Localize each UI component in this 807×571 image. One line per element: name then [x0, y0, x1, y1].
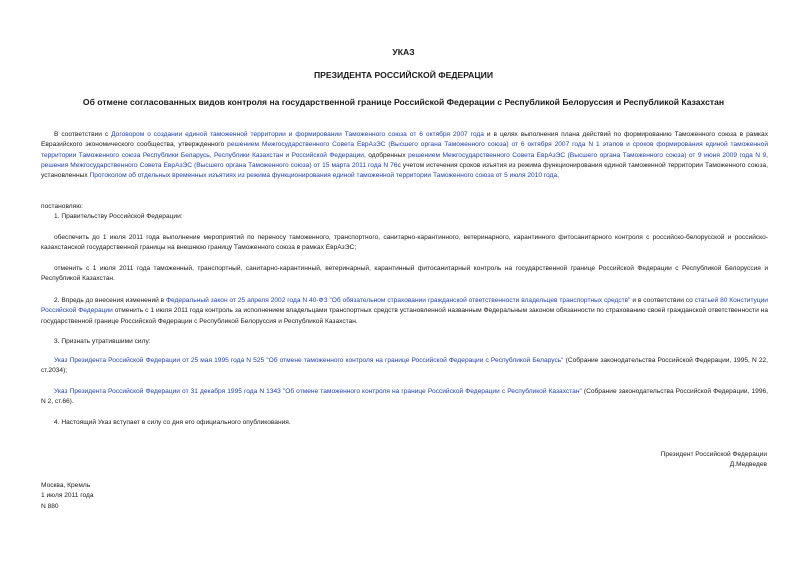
decree-1343-source: (Собрание законодательства Российской Федерации, 1996, N 2, ст.66). — [41, 388, 769, 406]
item-1-subparagraph-b: отменить с 1 июля 2011 года таможенный, транспортный, санитарно-карантинный, ветеринарный, карантинный фитосанитарный контроль на государственной границе Российской Федерации с Республикой Белоруссия и Республикой Казахстан. — [41, 265, 768, 283]
item-1-subparagraph-a: обеспечить до 1 июля 2011 года выполнение мероприятий по переносу таможенного, транспортного, санитарно-карантинного, ветеринарного, карантинного фитосанитарного контроля с российско-белорусской и российско-казахстанской государственной границы на внешнюю границу Таможенного союза в рамках ЕврАзЭС; — [41, 234, 768, 252]
preamble-text-6: , — [557, 172, 560, 180]
preamble-text-5: с учетом истечения сроков изъятия из режима функционирования единой таможенной территории Таможенного союза, установленных — [41, 161, 769, 180]
decision-2009-link[interactable]: решением Межгосударственного Совета ЕврАзЭС (Высшего органа Таможенного союза) от 9 июня 2009 года N 9 — [408, 151, 767, 159]
signing-date: 1 июля 2011 года — [41, 492, 94, 500]
preamble-text-2: и в целях выполнения плана действий по формированию Таможенного союза в рамках Евразийского экономического сообщества, утвержденного — [41, 131, 768, 149]
federal-law-link[interactable]: Федеральный закон от 25 апреля 2002 года N 40-ФЗ "Об обязательном страховании гражданской ответственности владельцев транспортных средств" — [166, 297, 631, 304]
item-2-text-2: и в соответствии со — [630, 297, 695, 304]
item-2-text-1: 2. Впредь до внесения изменений в — [54, 297, 167, 304]
decree-525-link[interactable]: Указ Президента Российской Федерации от 25 мая 1995 года N 525 "Об отмене таможенного контроля на границе Российской Федерации с Республикой Беларусь" — [54, 357, 564, 364]
item-2-text-3: отменить с 1 июля 2011 года контроль за исполнением владельцами транспортных средств установленной названным Федеральным законом обязанности по страхованию своей гражданской ответственности на государственной границе Российской Федерации с Республикой Белоруссия и Республикой Казахстан. — [41, 307, 768, 325]
item-3-heading: 3. Признать утратившими силу: — [54, 338, 151, 345]
decree-1343-link[interactable]: Указ Президента Российской Федерации от 31 декабря 1995 года N 1343 "Об отмене таможенного контроля на границе Российской Федерации с Республикой Казахстан" — [54, 388, 582, 395]
doc-type-title: УКАЗ — [392, 47, 415, 57]
item-3-subparagraph-a — [41, 356, 768, 377]
preamble — [41, 130, 768, 181]
signatory-position: Президент Российской Федерации — [660, 451, 767, 458]
preamble-text-1: В соответствии с — [54, 131, 112, 138]
doc-issuer: ПРЕЗИДЕНТА РОССИЙСКОЙ ФЕДЕРАЦИИ — [313, 70, 494, 80]
signature-block — [661, 450, 767, 471]
constitution-article-link[interactable]: статьей 80 Конституции Российской Федерации — [41, 297, 768, 315]
item-4: 4. Настоящий Указ вступает в силу со дня его официального опубликования. — [54, 419, 291, 426]
signatory-name: Д.Медведев — [729, 461, 767, 469]
doc-subject: Об отмене согласованных видов контроля на государственной границе Российской Федерации с Республикой Белоруссия и Республикой Казахстан — [82, 97, 725, 107]
treaty-link[interactable]: Договором о создании единой таможенной территории и формировании Таможенного союза от 6 октября 2007 года — [111, 131, 484, 138]
signing-details — [41, 481, 94, 512]
item-1-heading: 1. Правительству Российской Федерации: — [54, 213, 183, 220]
signing-place: Москва, Кремль — [41, 482, 91, 489]
decision-2011-link[interactable]: решения Межгосударственного Совета ЕврАзЭС (Высшего органа Таможенного союза) от 15 марта 2011 года N 76 — [41, 161, 398, 169]
decree-word: постановляю: — [41, 203, 84, 210]
item-2 — [41, 296, 768, 327]
protocol-2010-link[interactable]: Протоколом об отдельных временных изъятиях из режима функционирования единой таможенной территории Таможенного союза от 5 июля 2010 года — [89, 172, 558, 180]
decision-2007-link[interactable]: решением Межгосударственного Совета ЕврАзЭС (Высшего органа Таможенного союза) от 6 октября 2007 года N 1 этапов и сроков формирования единой таможенной территории Таможенного союза Республики Беларусь, Республики Казахстан и Российской Федерации — [41, 141, 768, 159]
preamble-text-3: , одобренных — [363, 151, 409, 159]
preamble-text-4: , — [766, 151, 768, 159]
item-3-subparagraph-b — [41, 387, 768, 408]
decree-525-source: (Собрание законодательства Российской Федерации, 1995, N 22, ст.2034); — [41, 357, 769, 375]
decree-number: N 880 — [41, 502, 59, 510]
